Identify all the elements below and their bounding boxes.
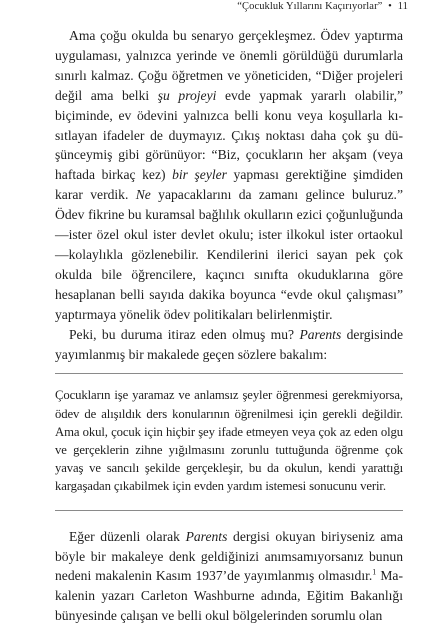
p3-text-2: dergisi okuyan biriyseniz ama böyle bir makaleye denk geldiğinizi anımsamıyorsanız bunun nedeni makalenin Kasım 1937’de yayımlanmış olmasıdır.: [55, 528, 403, 584]
p1-text-2: evde yapmak yararlı olabilir,” biçiminde, ev ödevini yalnızca belli konu veya koşullarla kısıtlayan ifadeler de duymayız. Çıkış noktası daha çok şu düşünceymiş gibi görünüyor: “Biz, çocukların her akşam (veya haftada birkaç kez): [55, 87, 404, 183]
running-header: [237, 0, 408, 13]
block-quote: [55, 373, 403, 510]
header-bullet: •: [388, 1, 392, 12]
paragraph-1: [55, 26, 403, 325]
p1-text-3: yapması gerektiğine şimdiden karar verdik.: [55, 167, 403, 203]
p2-emphasis-1: Parents: [299, 326, 342, 342]
p1-emphasis-1: şu projeyi: [157, 87, 217, 103]
p3-emphasis-1: Parents: [185, 528, 228, 544]
p1-text-1: Ama çoğu okulda bu senaryo gerçekleşmez. Ödev yaptırma uygulaması, yalnızca yerinde ve önemli görüldüğü durumlarla sınırlı kalmaz. Çoğu öğretmen ve yöneticiden, “Diğer projeleri değil ama belki: [55, 28, 403, 103]
p2-text-2: dergisinde yayımlanmış bir makalede geçen sözlere bakalım:: [55, 326, 403, 362]
p1-emphasis-3: Ne: [135, 187, 151, 203]
p2-text-1: Peki, bu duruma itiraz eden olmuş mu?: [69, 326, 300, 342]
p1-text-4: yapacaklarını da zamanı gelince buluruz.” Ödev fikrine bu kuramsal bağlılık okulların ezici çoğunluğunda—ister özel okul ister devlet okulu; ister ilkokul ister ortaokul—kolaylıkla gözlenebilir. Kendilerini ilerici sayan pek çok okulda bile öğrencilere, kaçıncı sınıfta okuduklarına göre hesaplanan belli sayıda dakika boyunca “evde okul çalışması” yaptırmaya yönelik ödev politikaları belirlenmiştir.: [55, 187, 403, 322]
p3-text-1: Eğer düzenli olarak: [69, 528, 186, 544]
page-number: 11: [397, 1, 408, 12]
p1-emphasis-2: bir şeyler: [172, 167, 227, 183]
block-quote-text: Çocukların işe yaramaz ve anlamsız şeyler öğrenmesi gerekmiyorsa, ödev de alışıldık ders konularının öğrenilmesi için gerekli değildir. Ama okul, çocuk için hiçbir şey ifade etmeyen veya çok az eden olgu ve gerçeklerin zihne yığılmasını zorunlu tuttuğunda öğrenme çok yavaş ve sancılı şekilde gerçekleşir, bu da okulun, kendi yarattığı kargaşadan çıkabilmek için evden yardım istemesi sonucunu verir.: [55, 388, 403, 494]
page-body: [55, 26, 403, 626]
p3-text-3: Makalenin yazarı Carleton Washburne adında, Eğitim Bakanlığı bünyesinde çalışan ve belli okul bölgelerinden sorumlu olan: [55, 568, 403, 624]
running-title: “Çocukluk Yıllarını Kaçırıyorlar”: [237, 1, 383, 12]
paragraph-2: [55, 325, 403, 365]
footnote-marker[interactable]: 1: [372, 567, 377, 577]
paragraph-3: [55, 527, 403, 626]
